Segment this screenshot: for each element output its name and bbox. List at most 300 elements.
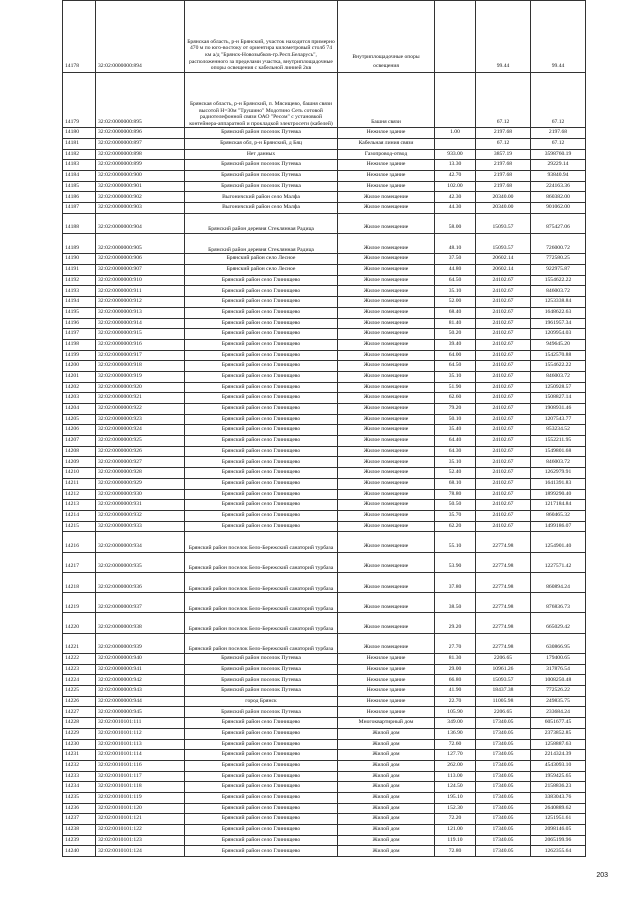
cadastral-number-cell: 32:02:0000000:930 bbox=[96, 489, 185, 500]
cadastral-number-cell: 32:02:0000000:894 bbox=[96, 1, 185, 73]
object-type-cell: Нежилое здание bbox=[338, 696, 435, 707]
table-row bbox=[63, 750, 586, 761]
object-type-cell: Жилое помещение bbox=[338, 552, 435, 572]
address-cell: Брянский район село Глинищево bbox=[185, 414, 338, 425]
object-type-cell: Жилой дом bbox=[338, 835, 435, 846]
object-type-cell: Жилое помещение bbox=[338, 254, 435, 265]
address-cell: Брянский район село Глинищево bbox=[185, 750, 338, 761]
row-number-cell: 14200 bbox=[63, 361, 96, 372]
unit-price-cell: 17340.05 bbox=[476, 750, 531, 761]
cadastral-number-cell: 32:02:0000000:905 bbox=[96, 234, 185, 254]
table-row bbox=[63, 814, 586, 825]
table-row bbox=[63, 686, 586, 697]
row-number-cell: 14193 bbox=[63, 286, 96, 297]
area-cell bbox=[435, 72, 476, 128]
cadastral-number-cell: 32:02:0000000:919 bbox=[96, 371, 185, 382]
area-cell: 113.00 bbox=[435, 771, 476, 782]
address-cell: Брянский район поселок Путевка bbox=[185, 128, 338, 139]
table-row bbox=[63, 404, 586, 415]
unit-price-cell: 24102.67 bbox=[476, 521, 531, 532]
object-type-cell: Жилой дом bbox=[338, 782, 435, 793]
unit-price-cell: 24102.67 bbox=[476, 297, 531, 308]
cadastral-number-cell: 32:02:0000000:898 bbox=[96, 149, 185, 160]
cadastral-value-cell: 1008250.48 bbox=[531, 675, 586, 686]
cadastral-value-cell: 949645.20 bbox=[531, 339, 586, 350]
cadastral-number-cell: 32:02:0010101:117 bbox=[96, 771, 185, 782]
object-type-cell: Жилое помещение bbox=[338, 339, 435, 350]
object-type-cell: Жилое помещение bbox=[338, 361, 435, 372]
unit-price-cell: 2206.65 bbox=[476, 654, 531, 665]
row-number-cell: 14187 bbox=[63, 203, 96, 214]
address-cell: Брянский район село Глинищево bbox=[185, 286, 338, 297]
row-number-cell: 14178 bbox=[63, 1, 96, 73]
table-row bbox=[63, 414, 586, 425]
cadastral-number-cell: 32:02:0000000:926 bbox=[96, 446, 185, 457]
unit-price-cell: 22774.98 bbox=[476, 633, 531, 653]
row-number-cell: 14192 bbox=[63, 275, 96, 286]
cadastral-value-cell: 772580.25 bbox=[531, 254, 586, 265]
row-number-cell: 14203 bbox=[63, 393, 96, 404]
cadastral-number-cell: 32:02:0000000:911 bbox=[96, 286, 185, 297]
object-type-cell: Жилое помещение bbox=[338, 446, 435, 457]
area-cell: 152.30 bbox=[435, 803, 476, 814]
row-number-cell: 14207 bbox=[63, 436, 96, 447]
object-type-cell: Жилое помещение bbox=[338, 275, 435, 286]
object-type-cell: Жилое помещение bbox=[338, 318, 435, 329]
row-number-cell: 14240 bbox=[63, 846, 96, 857]
area-cell: 29.00 bbox=[435, 664, 476, 675]
row-number-cell: 14206 bbox=[63, 425, 96, 436]
row-number-cell: 14225 bbox=[63, 686, 96, 697]
cadastral-value-cell: 1207543.77 bbox=[531, 414, 586, 425]
cadastral-value-cell: 1254901.40 bbox=[531, 532, 586, 552]
area-cell: 68.10 bbox=[435, 478, 476, 489]
unit-price-cell: 24102.67 bbox=[476, 457, 531, 468]
object-type-cell: Внутриплощадочные опоры освещения bbox=[338, 1, 435, 73]
cadastral-number-cell: 32:02:0010101:113 bbox=[96, 739, 185, 750]
cadastral-number-cell: 32:02:0000000:912 bbox=[96, 297, 185, 308]
table-row bbox=[63, 718, 586, 729]
cadastral-number-cell: 32:02:0000000:920 bbox=[96, 382, 185, 393]
table-row bbox=[63, 393, 586, 404]
address-cell: Брянский район поселок Путевка bbox=[185, 675, 338, 686]
address-cell: Брянский район поселок Путевка bbox=[185, 171, 338, 182]
area-cell: 41.90 bbox=[435, 686, 476, 697]
area-cell: 35.10 bbox=[435, 457, 476, 468]
area-cell: 933.00 bbox=[435, 149, 476, 160]
row-number-cell: 14209 bbox=[63, 457, 96, 468]
address-cell: Брянский район поселок Бело-Бережский санаторий турбаза bbox=[185, 572, 338, 592]
address-cell: Брянский район село Глинищево bbox=[185, 404, 338, 415]
cadastral-number-cell: 32:02:0000000:923 bbox=[96, 414, 185, 425]
cadastral-value-cell: 1899290.40 bbox=[531, 489, 586, 500]
cadastral-number-cell: 32:02:0000000:914 bbox=[96, 318, 185, 329]
object-type-cell: Жилое помещение bbox=[338, 371, 435, 382]
object-type-cell: Нежилое здание bbox=[338, 181, 435, 192]
table-row bbox=[63, 572, 586, 592]
cadastral-value-cell: 179400.65 bbox=[531, 654, 586, 665]
cadastral-value-cell: 860382.00 bbox=[531, 192, 586, 203]
table-row bbox=[63, 468, 586, 479]
unit-price-cell: 24102.67 bbox=[476, 404, 531, 415]
object-type-cell: Башня связи bbox=[338, 72, 435, 128]
row-number-cell: 14234 bbox=[63, 782, 96, 793]
object-type-cell: Жилое помещение bbox=[338, 593, 435, 613]
unit-price-cell: 24102.67 bbox=[476, 382, 531, 393]
row-number-cell: 14199 bbox=[63, 350, 96, 361]
area-cell: 72.20 bbox=[435, 814, 476, 825]
unit-price-cell: 24102.67 bbox=[476, 286, 531, 297]
object-type-cell: Жилой дом bbox=[338, 825, 435, 836]
table-row bbox=[63, 532, 586, 552]
address-cell: Брянский район село Лесное bbox=[185, 265, 338, 276]
table-row bbox=[63, 803, 586, 814]
area-cell: 58.00 bbox=[435, 213, 476, 233]
cadastral-number-cell: 32:02:0000000:933 bbox=[96, 521, 185, 532]
table-row bbox=[63, 171, 586, 182]
cadastral-value-cell: 1227571.42 bbox=[531, 552, 586, 572]
cadastral-value-cell: 860465.32 bbox=[531, 510, 586, 521]
address-cell: Брянский район село Глинищево bbox=[185, 457, 338, 468]
row-number-cell: 14185 bbox=[63, 181, 96, 192]
cadastral-value-cell: 2373852.85 bbox=[531, 728, 586, 739]
cadastral-value-cell: 1908931.46 bbox=[531, 404, 586, 415]
object-type-cell: Нежилое здание bbox=[338, 664, 435, 675]
address-cell: Брянский район село Глинищево bbox=[185, 771, 338, 782]
row-number-cell: 14213 bbox=[63, 500, 96, 511]
cadastral-number-cell: 32:02:0000000:899 bbox=[96, 160, 185, 171]
object-type-cell: Жилое помещение bbox=[338, 393, 435, 404]
unit-price-cell: 24102.67 bbox=[476, 478, 531, 489]
address-cell: Брянский район село Глинищево bbox=[185, 382, 338, 393]
cadastral-number-cell: 32:02:0000000:913 bbox=[96, 307, 185, 318]
registry-page bbox=[62, 0, 586, 857]
cadastral-number-cell: 32:02:0000000:945 bbox=[96, 707, 185, 718]
address-cell: Брянская область, р-н Брянский, п. Мясищево, башня связи высотой Н=30м "Трушино" Модотино Сеть сотовой радиотелефонной связи ОАО "Ресом" с установкой контейнера-аппаратной и прокладкой электросети (кабелей) bbox=[185, 72, 338, 128]
row-number-cell: 14191 bbox=[63, 265, 96, 276]
area-cell: 262.00 bbox=[435, 760, 476, 771]
cadastral-value-cell: 2098146.05 bbox=[531, 825, 586, 836]
area-cell: 136.90 bbox=[435, 728, 476, 739]
object-type-cell: Жилое помещение bbox=[338, 203, 435, 214]
row-number-cell: 14188 bbox=[63, 213, 96, 233]
row-number-cell: 14214 bbox=[63, 510, 96, 521]
area-cell: 39.40 bbox=[435, 339, 476, 350]
cadastral-value-cell: 846003.72 bbox=[531, 457, 586, 468]
cadastral-number-cell: 32:02:0000000:907 bbox=[96, 265, 185, 276]
cadastral-number-cell: 32:02:0000000:915 bbox=[96, 329, 185, 340]
row-number-cell: 14239 bbox=[63, 835, 96, 846]
cadastral-number-cell: 32:02:0010101:116 bbox=[96, 760, 185, 771]
cadastral-value-cell: 772526.22 bbox=[531, 686, 586, 697]
object-type-cell: Нежилое здание bbox=[338, 707, 435, 718]
cadastral-number-cell: 32:02:0000000:917 bbox=[96, 350, 185, 361]
table-row bbox=[63, 521, 586, 532]
cadastral-number-cell: 32:02:0010101:118 bbox=[96, 782, 185, 793]
row-number-cell: 14180 bbox=[63, 128, 96, 139]
address-cell: Брянский район поселок Путевка bbox=[185, 707, 338, 718]
cadastral-value-cell: 1959425.65 bbox=[531, 771, 586, 782]
cadastral-value-cell: 922975.87 bbox=[531, 265, 586, 276]
table-row bbox=[63, 254, 586, 265]
table-row bbox=[63, 489, 586, 500]
table-body bbox=[63, 1, 586, 857]
unit-price-cell: 15093.57 bbox=[476, 213, 531, 233]
cadastral-value-cell: 1961957.34 bbox=[531, 318, 586, 329]
area-cell: 52.00 bbox=[435, 297, 476, 308]
cadastral-number-cell: 32:02:0010101:124 bbox=[96, 846, 185, 857]
object-type-cell: Нежилое здание bbox=[338, 654, 435, 665]
row-number-cell: 14226 bbox=[63, 696, 96, 707]
cadastral-number-cell: 32:02:0000000:902 bbox=[96, 192, 185, 203]
address-cell: Брянский район село Глинищево bbox=[185, 297, 338, 308]
row-number-cell: 14204 bbox=[63, 404, 96, 415]
unit-price-cell: 22774.98 bbox=[476, 552, 531, 572]
row-number-cell: 14235 bbox=[63, 792, 96, 803]
unit-price-cell: 24102.67 bbox=[476, 318, 531, 329]
row-number-cell: 14215 bbox=[63, 521, 96, 532]
row-number-cell: 14184 bbox=[63, 171, 96, 182]
address-cell: Брянский район село Глинищево bbox=[185, 468, 338, 479]
area-cell: 68.40 bbox=[435, 307, 476, 318]
area-cell bbox=[435, 138, 476, 149]
cadastral-value-cell: 1641391.83 bbox=[531, 478, 586, 489]
table-row bbox=[63, 425, 586, 436]
cadastral-value-cell: 665029.42 bbox=[531, 613, 586, 633]
unit-price-cell: 10961.26 bbox=[476, 664, 531, 675]
object-type-cell: Жилое помещение bbox=[338, 489, 435, 500]
object-type-cell: Жилой дом bbox=[338, 771, 435, 782]
cadastral-number-cell: 32:02:0000000:927 bbox=[96, 457, 185, 468]
address-cell: Брянская обл, р-н Брянский, д Бяц bbox=[185, 138, 338, 149]
row-number-cell: 14201 bbox=[63, 371, 96, 382]
unit-price-cell: 17340.05 bbox=[476, 728, 531, 739]
row-number-cell: 14197 bbox=[63, 329, 96, 340]
area-cell: 37.50 bbox=[435, 254, 476, 265]
row-number-cell: 14181 bbox=[63, 138, 96, 149]
cadastral-number-cell: 32:02:0000000:910 bbox=[96, 275, 185, 286]
cadastral-value-cell: 3598760.19 bbox=[531, 149, 586, 160]
cadastral-value-cell: 726000.72 bbox=[531, 234, 586, 254]
area-cell: 81.40 bbox=[435, 318, 476, 329]
row-number-cell: 14202 bbox=[63, 382, 96, 393]
cadastral-number-cell: 32:02:0010101:112 bbox=[96, 728, 185, 739]
area-cell: 349.00 bbox=[435, 718, 476, 729]
cadastral-number-cell: 32:02:0000000:903 bbox=[96, 203, 185, 214]
table-row bbox=[63, 825, 586, 836]
address-cell: Брянский район село Глинищево bbox=[185, 489, 338, 500]
object-type-cell: Жилой дом bbox=[338, 792, 435, 803]
object-type-cell: Нежилое здание bbox=[338, 686, 435, 697]
cadastral-value-cell: 2640889.62 bbox=[531, 803, 586, 814]
cadastral-value-cell: 2065199.96 bbox=[531, 835, 586, 846]
address-cell: Выгоничский район село Малфа bbox=[185, 203, 338, 214]
row-number-cell: 14179 bbox=[63, 72, 96, 128]
area-cell: 22.70 bbox=[435, 696, 476, 707]
table-row bbox=[63, 664, 586, 675]
unit-price-cell: 24102.67 bbox=[476, 393, 531, 404]
cadastral-value-cell: 876836.73 bbox=[531, 593, 586, 613]
row-number-cell: 14190 bbox=[63, 254, 96, 265]
property-table bbox=[62, 0, 586, 857]
cadastral-number-cell: 32:02:0000000:944 bbox=[96, 696, 185, 707]
table-row bbox=[63, 846, 586, 857]
cadastral-number-cell: 32:02:0000000:906 bbox=[96, 254, 185, 265]
cadastral-number-cell: 32:02:0000000:928 bbox=[96, 468, 185, 479]
unit-price-cell: 15093.57 bbox=[476, 675, 531, 686]
address-cell: Брянский район село Глинищево bbox=[185, 371, 338, 382]
cadastral-value-cell: 1253338.84 bbox=[531, 297, 586, 308]
unit-price-cell: 17340.05 bbox=[476, 803, 531, 814]
cadastral-number-cell: 32:02:0000000:921 bbox=[96, 393, 185, 404]
area-cell: 79.20 bbox=[435, 404, 476, 415]
area-cell: 13.30 bbox=[435, 160, 476, 171]
unit-price-cell: 22774.98 bbox=[476, 593, 531, 613]
unit-price-cell: 24102.67 bbox=[476, 446, 531, 457]
table-row bbox=[63, 436, 586, 447]
row-number-cell: 14232 bbox=[63, 760, 96, 771]
unit-price-cell: 24102.67 bbox=[476, 350, 531, 361]
cadastral-value-cell: 1554622.22 bbox=[531, 275, 586, 286]
row-number-cell: 14182 bbox=[63, 149, 96, 160]
row-number-cell: 14238 bbox=[63, 825, 96, 836]
address-cell: Брянский район село Глинищево bbox=[185, 425, 338, 436]
unit-price-cell: 17340.05 bbox=[476, 792, 531, 803]
object-type-cell: Нежилое здание bbox=[338, 171, 435, 182]
table-row bbox=[63, 771, 586, 782]
address-cell: Нет данных bbox=[185, 149, 338, 160]
area-cell: 72.80 bbox=[435, 846, 476, 857]
area-cell: 119.10 bbox=[435, 835, 476, 846]
cadastral-number-cell: 32:02:0000000:938 bbox=[96, 613, 185, 633]
area-cell: 102.00 bbox=[435, 181, 476, 192]
cadastral-number-cell: 32:02:0000000:901 bbox=[96, 181, 185, 192]
object-type-cell: Кабельная линия связи bbox=[338, 138, 435, 149]
row-number-cell: 14186 bbox=[63, 192, 96, 203]
row-number-cell: 14227 bbox=[63, 707, 96, 718]
cadastral-value-cell: 1217184.84 bbox=[531, 500, 586, 511]
unit-price-cell: 24102.67 bbox=[476, 500, 531, 511]
address-cell: Брянский район село Глинищево bbox=[185, 307, 338, 318]
table-row bbox=[63, 707, 586, 718]
cadastral-number-cell: 32:02:0000000:937 bbox=[96, 593, 185, 613]
area-cell: 50.50 bbox=[435, 500, 476, 511]
object-type-cell: Жилое помещение bbox=[338, 521, 435, 532]
cadastral-number-cell: 32:02:0000000:895 bbox=[96, 72, 185, 128]
table-row bbox=[63, 72, 586, 128]
address-cell: Брянский район село Глинищево bbox=[185, 825, 338, 836]
row-number-cell: 14219 bbox=[63, 593, 96, 613]
table-row bbox=[63, 835, 586, 846]
object-type-cell: Жилое помещение bbox=[338, 286, 435, 297]
object-type-cell: Жилое помещение bbox=[338, 382, 435, 393]
address-cell: Брянский район поселок Бело-Бережский санаторий турбаза bbox=[185, 593, 338, 613]
row-number-cell: 14230 bbox=[63, 739, 96, 750]
object-type-cell: Нежилое здание bbox=[338, 160, 435, 171]
area-cell: 78.80 bbox=[435, 489, 476, 500]
area-cell: 195.10 bbox=[435, 792, 476, 803]
table-row bbox=[63, 760, 586, 771]
row-number-cell: 14233 bbox=[63, 771, 96, 782]
address-cell: Брянский район поселок Путевка bbox=[185, 686, 338, 697]
table-row bbox=[63, 265, 586, 276]
cadastral-number-cell: 32:02:0000000:935 bbox=[96, 552, 185, 572]
table-row bbox=[63, 446, 586, 457]
object-type-cell: Жилой дом bbox=[338, 760, 435, 771]
area-cell: 121.00 bbox=[435, 825, 476, 836]
cadastral-value-cell: 875427.06 bbox=[531, 213, 586, 233]
cadastral-value-cell: 1262355.64 bbox=[531, 846, 586, 857]
table-row bbox=[63, 552, 586, 572]
object-type-cell: Жилое помещение bbox=[338, 414, 435, 425]
address-cell: Брянский район село Глинищево bbox=[185, 728, 338, 739]
area-cell: 50.20 bbox=[435, 329, 476, 340]
object-type-cell: Жилое помещение bbox=[338, 192, 435, 203]
area-cell: 64.50 bbox=[435, 361, 476, 372]
unit-price-cell: 24102.67 bbox=[476, 275, 531, 286]
object-type-cell: Жилое помещение bbox=[338, 425, 435, 436]
object-type-cell: Жилой дом bbox=[338, 846, 435, 857]
cadastral-value-cell: 1209954.03 bbox=[531, 329, 586, 340]
address-cell: Брянский район поселок Бело-Бережский санаторий турбаза bbox=[185, 633, 338, 653]
cadastral-value-cell: 233684.24 bbox=[531, 707, 586, 718]
unit-price-cell: 2197.68 bbox=[476, 181, 531, 192]
row-number-cell: 14208 bbox=[63, 446, 96, 457]
unit-price-cell: 20602.14 bbox=[476, 265, 531, 276]
area-cell: 44.30 bbox=[435, 203, 476, 214]
address-cell: Брянский район село Глинищево bbox=[185, 814, 338, 825]
address-cell: Брянский район село Глинищево bbox=[185, 329, 338, 340]
cadastral-value-cell: 630866.95 bbox=[531, 633, 586, 653]
cadastral-value-cell: 67.12 bbox=[531, 138, 586, 149]
table-row bbox=[63, 149, 586, 160]
table-row bbox=[63, 160, 586, 171]
cadastral-number-cell: 32:02:0010101:119 bbox=[96, 792, 185, 803]
area-cell: 72.60 bbox=[435, 739, 476, 750]
object-type-cell: Жилой дом bbox=[338, 728, 435, 739]
cadastral-number-cell: 32:02:0000000:931 bbox=[96, 500, 185, 511]
unit-price-cell: 99.44 bbox=[476, 1, 531, 73]
area-cell: 124.50 bbox=[435, 782, 476, 793]
cadastral-value-cell: 2214324.39 bbox=[531, 750, 586, 761]
area-cell: 42.30 bbox=[435, 192, 476, 203]
table-row bbox=[63, 371, 586, 382]
cadastral-number-cell: 32:02:0000000:922 bbox=[96, 404, 185, 415]
area-cell: 38.50 bbox=[435, 593, 476, 613]
row-number-cell: 14220 bbox=[63, 613, 96, 633]
address-cell: Брянский район село Глинищево bbox=[185, 350, 338, 361]
unit-price-cell: 24102.67 bbox=[476, 339, 531, 350]
table-row bbox=[63, 382, 586, 393]
row-number-cell: 14216 bbox=[63, 532, 96, 552]
cadastral-value-cell: 1552211.95 bbox=[531, 436, 586, 447]
cadastral-value-cell: 1250928.57 bbox=[531, 382, 586, 393]
unit-price-cell: 17340.05 bbox=[476, 739, 531, 750]
row-number-cell: 14231 bbox=[63, 750, 96, 761]
unit-price-cell: 24102.67 bbox=[476, 425, 531, 436]
unit-price-cell: 20340.00 bbox=[476, 192, 531, 203]
area-cell: 35.70 bbox=[435, 510, 476, 521]
address-cell: Брянский район деревня Стеклянная Радица bbox=[185, 213, 338, 233]
object-type-cell: Жилое помещение bbox=[338, 510, 435, 521]
table-row bbox=[63, 675, 586, 686]
area-cell bbox=[435, 1, 476, 73]
unit-price-cell: 2197.68 bbox=[476, 160, 531, 171]
unit-price-cell: 24102.67 bbox=[476, 489, 531, 500]
page-number: 203 bbox=[596, 872, 608, 879]
area-cell: 62.60 bbox=[435, 393, 476, 404]
row-number-cell: 14196 bbox=[63, 318, 96, 329]
